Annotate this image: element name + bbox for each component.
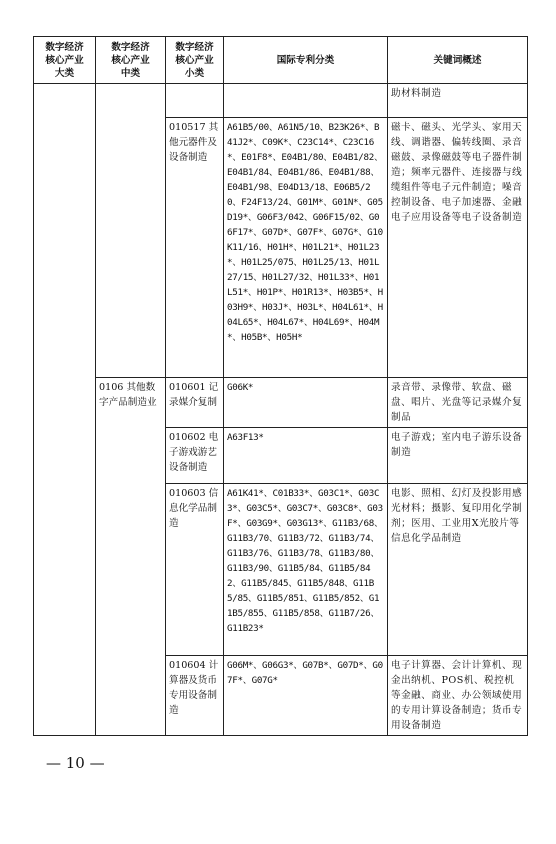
header-keywords: 关键词概述 bbox=[388, 37, 528, 84]
page-number: — 10 — bbox=[46, 754, 105, 772]
ipc-cell: A63F13* bbox=[224, 428, 388, 484]
header-sub-category bbox=[166, 37, 224, 84]
ipc-cell: A61K41*、C01B33*、G03C1*、G03C3*、G03C5*、G03C7*、G03C8*、G03F*、G03G9*、G03G13*、G11B3/68、G11B3/70、G11B3/72、G11B3/74、G11B3/76、G11B3/78、G11B3/80、G11B3/90、G11B5/84、G11B5/842、G11B5/845、G11B5/848、G11B5/85、G11B5/851、G11B5/852、G11B5/855、G11B5/858、G11B7/26、G11B23* bbox=[224, 484, 388, 656]
header-text: 核心产业 bbox=[175, 54, 214, 66]
keywords-cell: 电子计算器、会计计算机、现金出纳机、POS机、税控机等金融、商业、办公领域使用的专用计算设备制造；货币专用设备制造 bbox=[388, 656, 528, 736]
header-text: 中类 bbox=[120, 67, 141, 79]
middle-category-cell: 0106 其他数字产品制造业 bbox=[96, 378, 166, 736]
major-category-cell bbox=[34, 84, 96, 736]
sub-category-cell: 010602 电子游戏游艺设备制造 bbox=[166, 428, 224, 484]
header-major-category bbox=[34, 37, 96, 84]
table-row bbox=[34, 84, 528, 118]
patent-classification-table bbox=[33, 36, 528, 736]
keywords-cell: 电影、照相、幻灯及投影用感光材料；摄影、复印用化学制剂；医用、工业用X光胶片等信息化学品制造 bbox=[388, 484, 528, 656]
header-text: 数字经济 bbox=[175, 41, 214, 53]
header-text: 核心产业 bbox=[111, 54, 150, 66]
ipc-cell: A61B5/00、A61N5/10、B23K26*、B41J2*、C09K*、C23C14*、C23C16*、E01F8*、E04B1/80、E04B1/82、E04B1/84、E04B1/86、E04B1/88、E04B1/98、E04D13/18、E06B5/20、F24F13/24、G01M*、G01N*、G05D19*、G06F3/042、G06F15/02、G06F17*、G07D*、G07F*、G07G*、G10K11/16、H01H*、H01L21*、H01L23*、H01L25/075、H01L25/13、H01L27/15、H01L27/32、H01L33*、H01L51*、H01P*、H01R13*、H03B5*、H03H9*、H03J*、H03L*、H04L61*、H04L65*、H04L67*、H04L69*、H04M*、H05B*、H05H* bbox=[224, 118, 388, 378]
header-text: 小类 bbox=[184, 67, 205, 79]
table-header-row bbox=[34, 37, 528, 84]
header-text: 数字经济 bbox=[45, 41, 84, 53]
sub-category-cell: 010603 信息化学品制造 bbox=[166, 484, 224, 656]
keywords-cell: 录音带、录像带、软盘、磁盘、唱片、光盘等记录媒介复制品 bbox=[388, 378, 528, 428]
ipc-cell bbox=[224, 84, 388, 118]
sub-category-cell: 010604 计算器及货币专用设备制造 bbox=[166, 656, 224, 736]
sub-category-cell: 010601 记录媒介复制 bbox=[166, 378, 224, 428]
keywords-cell: 电子游戏；室内电子游乐设备制造 bbox=[388, 428, 528, 484]
sub-category-cell bbox=[166, 84, 224, 118]
sub-category-cell: 010517 其他元器件及设备制造 bbox=[166, 118, 224, 378]
header-middle-category bbox=[96, 37, 166, 84]
header-text: 核心产业 bbox=[45, 54, 84, 66]
ipc-cell: G06M*、G06G3*、G07B*、G07D*、G07F*、G07G* bbox=[224, 656, 388, 736]
ipc-cell: G06K* bbox=[224, 378, 388, 428]
middle-category-cell bbox=[96, 84, 166, 378]
header-ipc: 国际专利分类 bbox=[224, 37, 388, 84]
header-text: 数字经济 bbox=[111, 41, 150, 53]
header-text: 大类 bbox=[54, 67, 75, 79]
keywords-cell: 磁卡、磁头、光学头、家用天线、调谐器、偏转线圈、录音磁鼓、录像磁鼓等电子器件制造；频率元器件、连接器与线缆组件等电子元件制造；噪音控制设备、电子加速器、金融电子应用设备等电子设备制造 bbox=[388, 118, 528, 378]
table-row bbox=[34, 378, 528, 428]
keywords-cell: 助材料制造 bbox=[388, 84, 528, 118]
